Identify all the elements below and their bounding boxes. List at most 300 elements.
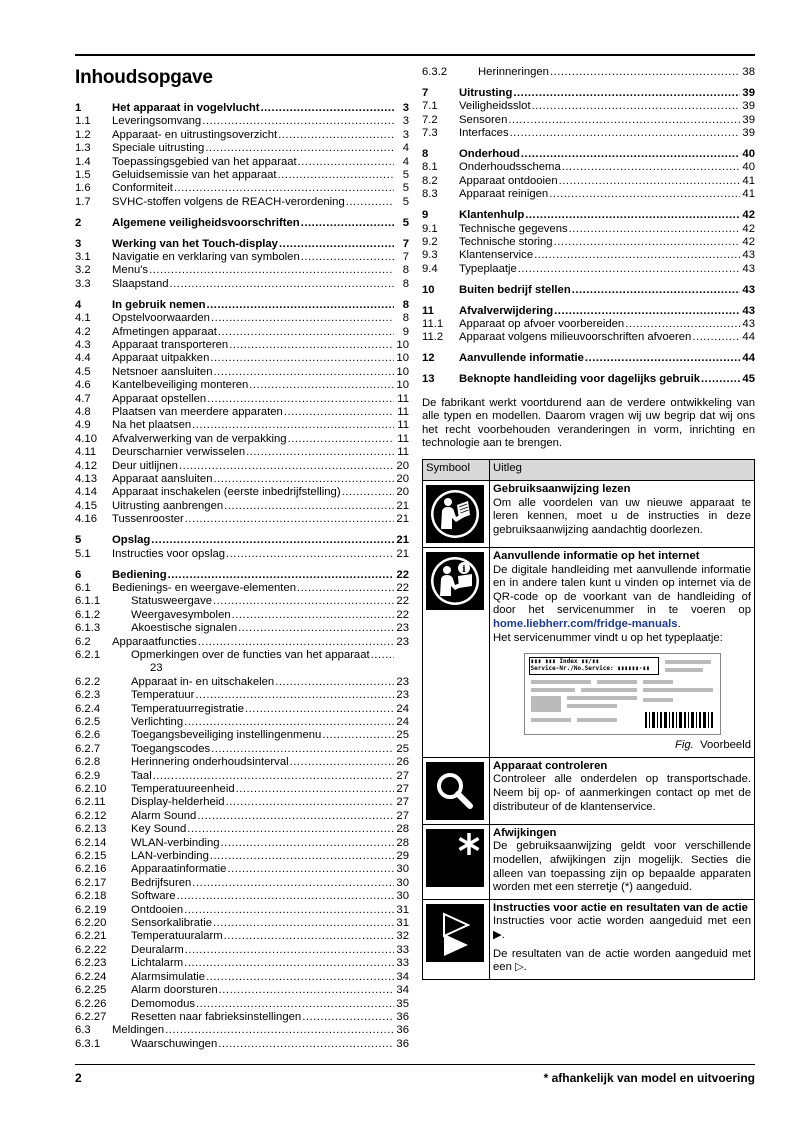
toc-number: 9.2 [422,235,438,248]
toc-page: 11 [397,446,409,459]
toc-row[interactable] [75,743,409,756]
toc-number: 6.2.12 [75,809,107,822]
toc-page: 4 [402,155,409,168]
toc-leader [184,716,394,729]
toc-row[interactable] [75,142,409,155]
toc-leader [165,1024,394,1037]
toc-leader [572,284,740,297]
toc-leader [510,127,740,140]
toc-title: Het apparaat in vogelvlucht [112,102,260,114]
toc-row[interactable] [75,473,409,486]
toc-number: 6.3 [75,1024,91,1037]
toc-row[interactable] [75,930,409,943]
toc-row[interactable] [75,513,409,526]
toc-title: Apparaat ontdooien [459,174,558,187]
toc-title: Apparaat volgens milieuvoorschriften afvoeren [459,331,692,344]
toc-row[interactable] [75,770,409,783]
toc-page: 42 [742,235,755,248]
toc-leader [554,305,740,318]
toc-page: 9 [402,325,409,338]
toc-number: 4.9 [75,419,91,432]
toc-row[interactable] [422,236,755,249]
toc-title: Uitrusting [459,86,513,99]
toc-chapter-row[interactable] [75,217,409,230]
toc-page: 23 [396,675,409,688]
toc-number: 4.5 [75,365,91,378]
toc-leader [179,460,394,473]
toc-page: 23 [396,689,409,702]
toc-row[interactable] [75,636,409,649]
toc-number: 6.2.11 [75,796,106,809]
toc-row[interactable] [75,944,409,957]
toc-title: SVHC-stoffen volgens de REACH-verordening [112,195,345,208]
toc-row[interactable] [75,169,409,182]
toc-page: 11 [397,432,409,445]
toc-page: 27 [396,809,409,822]
toc-number: 6.2.25 [75,984,107,997]
toc-page: 42 [742,209,755,222]
toc-row[interactable] [75,196,409,209]
toc-number: 6.2.16 [75,863,107,876]
toc-title: Resetten naar fabrieksinstellingen [131,1010,302,1023]
toc-row[interactable] [422,249,755,262]
toc-page: 34 [396,970,409,983]
toc-page: 11 [397,392,409,405]
toc-left-column [75,66,409,1051]
toc-page: 5 [402,216,409,229]
toc-title: Afvalverwerking van de verpakking [112,432,287,445]
symbol-row-deviations [423,824,755,899]
toc-row[interactable] [75,783,409,796]
toc-page: 8 [402,312,409,325]
toc-page: 35 [396,997,409,1010]
toc-page: 39 [742,100,755,113]
toc-page: 43 [742,249,755,262]
toc-leader [284,406,394,419]
manuals-link[interactable]: home.liebherr.com/fridge-manuals [493,617,678,630]
toc-row[interactable] [75,595,409,608]
toc-title: Klantenservice [459,249,534,262]
intro-paragraph: De fabrikant werkt voortdurend aan de verdere ontwikkeling van alle typen en modellen. Daarom vragen wij uw begrip dat wij ons het recht voorbehouden veranderingen in vorm, inrichting en technologie aan te brengen. [422,396,755,450]
toc-page: 11 [397,406,409,419]
toc-row[interactable] [422,188,755,201]
toc-chapter-row[interactable] [75,534,409,547]
toc-number: 6.2.27 [75,1010,107,1023]
toc-title: Temperatuurregistratie [131,702,245,715]
toc-title: Afvalverwijdering [459,304,554,317]
toc-leader [246,446,394,459]
toc-page: 27 [396,769,409,782]
toc-leader [151,534,394,547]
toc-page: 7 [402,237,409,250]
toc-row[interactable] [75,419,409,432]
toc-row[interactable] [75,251,409,264]
toc-leader [177,890,394,903]
toc-leader [322,729,394,742]
top-rule [75,54,755,56]
toc-page: 20 [396,486,409,499]
toc-number: 1.5 [75,169,91,182]
toc-row[interactable] [75,500,409,513]
toc-number: 4.2 [75,325,91,338]
toc-title: In gebruik nemen [112,298,206,311]
toc-chapter-row[interactable] [422,352,755,365]
toc-title: Meldingen [112,1024,165,1037]
toc-row[interactable] [75,156,409,169]
toc-page: 10 [396,339,409,351]
toc-page: 43 [742,318,755,330]
toc-chapter-row[interactable] [422,284,755,297]
symbol-text-2: De resultaten van de actie worden aangeduid met een ▷. [493,947,751,974]
toc-row[interactable] [75,622,409,635]
symbol-text: De gebruiksaanwijzing geldt voor verschillende modellen, afwijkingen zijn mogelijk. Secties die alleen van toepassing zijn op bepaalde apparaten worden met een sterretje (*) aangeduid. [493,840,751,894]
toc-number: 6.2.10 [75,783,107,795]
toc-title: Apparaat- en uitrustingsoverzicht [112,128,278,141]
toc-row[interactable] [75,326,409,339]
toc-title: Bedrijfsuren [131,876,192,889]
toc-number: 4 [75,298,82,311]
toc-row[interactable] [75,649,409,662]
toc-leader [213,595,394,608]
toc-number: 6.3.1 [75,1037,101,1050]
toc-page: 38 [742,66,755,78]
toc-number: 4.16 [75,513,97,526]
toc-number: 4.10 [75,432,97,445]
toc-chapter-row[interactable] [75,102,409,115]
toc-row[interactable] [75,863,409,876]
toc-page: 39 [742,127,755,140]
toc-row[interactable] [75,877,409,890]
toc-leader [197,810,394,823]
toc-leader [290,756,394,769]
toc-number: 6.2.7 [75,742,101,755]
toc-row[interactable] [422,66,755,79]
toc-leader [534,249,740,262]
toc-row[interactable] [75,810,409,823]
toc-title: Verlichting [131,715,184,728]
toc-row[interactable] [75,984,409,997]
toc-leader [214,473,395,486]
toc-page: 36 [396,1024,409,1037]
toc-page: 10 [396,352,409,365]
toc-title: Apparaat inschakelen (eerste inbedrijfstelling) [112,486,341,499]
toc-row[interactable] [422,114,755,127]
toc-number: 6.2.3 [75,689,101,702]
toc-title: Herinnering onderhoudsinterval [131,756,289,769]
toc-page: 25 [396,742,409,755]
toc-title: Sensorkalibratie [131,917,213,930]
toc-leader [153,770,394,783]
toc-leader [275,676,394,689]
toc-page: 30 [396,876,409,889]
toc-title: Technische gegevens [459,222,568,235]
toc-leader [569,223,740,236]
toc-row[interactable] [75,460,409,473]
toc-page: 10 [396,379,409,392]
toc-row[interactable] [422,263,755,276]
symbol-row-online-info [423,548,755,758]
toc-page: 33 [396,957,409,970]
toc-row[interactable] [75,264,409,277]
toc-row[interactable] [422,331,755,344]
toc-page: 28 [396,823,409,836]
symbol-title: Aanvullende informatie op het internet [493,550,700,562]
toc-page: 20 [396,473,409,486]
toc-title: Temperatuureenheid [131,783,235,795]
toc-page: 44 [742,331,755,344]
toc-title: Apparaat aansluiten [112,473,213,486]
toc-leader [298,156,394,169]
toc-page: 22 [396,608,409,621]
toc-row[interactable] [75,1038,409,1051]
toc-row[interactable] [75,917,409,930]
toc-leader [187,823,394,836]
symbol-text: Controleer alle onderdelen op transportschade. Neem bij op- of aanmerkingen contact op met de distributeur of de klantenservice. [493,773,751,813]
symbol-title: Instructies voor actie en resultaten van de actie [493,901,748,914]
toc-leader [585,352,740,365]
toc-leader [196,998,394,1011]
toc-row[interactable] [75,890,409,903]
page-title: Inhoudsopgave [75,67,213,88]
toc-page: 43 [742,304,755,317]
toc-number: 2 [75,216,82,229]
toc-chapter-row[interactable] [75,569,409,582]
toc-title: Beknopte handleiding voor dagelijks gebruik [459,373,701,386]
toc-title: Klantenhulp [459,209,525,222]
toc-number: 7.1 [422,100,438,113]
toc-row[interactable] [75,278,409,291]
toc-title: Onderhoudsschema [459,161,561,174]
toc-title: Na het plaatsen [112,419,192,432]
toc-number: 6.2 [75,635,91,648]
toc-page: 25 [396,729,409,742]
toc-page: 3 [402,128,409,141]
toc-leader [227,863,394,876]
toc-number: 1.1 [75,115,91,128]
toc-row[interactable] [75,182,409,195]
toc-page: 39 [742,86,755,99]
toc-number: 6.2.22 [75,943,107,956]
toc-row[interactable] [75,850,409,863]
toc-row[interactable] [75,582,409,595]
toc-row[interactable] [75,339,409,352]
toc-page: 22 [396,568,409,581]
toc-row[interactable] [422,223,755,236]
toc-row[interactable] [75,129,409,142]
toc-leader [238,622,394,635]
toc-title: Tussenrooster [112,513,184,526]
toc-page: 11 [397,419,409,432]
toc-row[interactable] [75,433,409,446]
toc-row[interactable] [422,127,755,140]
toc-number: 12 [422,352,435,365]
toc-chapter-row[interactable] [75,238,409,251]
toc-row[interactable] [75,1011,409,1024]
toc-title: Deur uitlijnen [112,459,178,472]
toc-leader [207,393,394,406]
toc-row[interactable] [75,904,409,917]
toc-title: Alarmsimulatie [131,970,206,983]
toc-number: 4.6 [75,379,91,392]
toc-title: Toepassingsgebied van het apparaat [112,155,297,168]
toc-chapter-row[interactable] [422,305,755,318]
toc-title: Afmetingen apparaat [112,325,217,338]
toc-row[interactable] [75,716,409,729]
toc-title: Akoestische signalen [131,622,238,635]
toc-title: Netsnoer aansluiten [112,365,213,378]
symbol-text: Instructies voor actie worden aangeduid met een ▶. [493,915,751,941]
toc-chapter-row[interactable] [75,299,409,312]
toc-number: 6.2.2 [75,675,101,688]
toc-number: 4.14 [75,486,97,499]
toc-chapter-row[interactable] [422,209,755,222]
toc-number: 6.2.15 [75,850,107,863]
toc-number: 4.8 [75,406,91,419]
toc-page: 4 [402,142,409,155]
toc-row[interactable] [75,312,409,325]
toc-row[interactable] [75,115,409,128]
toc-row[interactable] [75,352,409,365]
toc-leader [202,115,394,128]
toc-page: 22 [396,581,409,594]
toc-page: 24 [396,715,409,728]
toc-title: Key Sound [131,823,187,836]
toc-page: 43 [742,283,755,296]
toc-row[interactable] [75,676,409,689]
toc-page: 31 [396,917,409,930]
toc-leader [302,1011,394,1024]
toc-title: Interfaces [459,127,509,140]
bottom-rule [75,1064,755,1065]
toc-row[interactable] [75,406,409,419]
toc-row[interactable] [75,823,409,836]
toc-page: 31 [396,903,409,916]
toc-page: 23 [396,635,409,648]
toc-row[interactable] [75,756,409,769]
toc-row[interactable] [75,446,409,459]
toc-row[interactable] [75,548,409,561]
toc-row[interactable] [75,609,409,622]
toc-title: Ontdooien [131,903,184,916]
toc-page: 30 [396,890,409,903]
action-triangles-icon [426,904,484,962]
toc-leader [288,433,394,446]
toc-chapter-row[interactable] [422,87,755,100]
toc-page: 30 [396,863,409,876]
toc-page: 21 [396,499,409,512]
toc-row[interactable] [75,971,409,984]
toc-number: 8.3 [422,188,438,201]
toc-number: 13 [422,373,435,386]
toc-leader [185,513,394,526]
toc-page: 20 [396,459,409,472]
toc-title: Kantelbeveiliging monteren [112,379,249,392]
toc-title: Apparaat opstellen [112,392,207,405]
toc-row[interactable] [75,393,409,406]
toc-number: 6.2.8 [75,756,101,769]
toc-row[interactable] [75,998,409,1011]
toc-row[interactable] [75,689,409,702]
toc-title: Apparaat reinigen [459,188,549,201]
toc-row[interactable] [422,161,755,174]
toc-row[interactable] [75,379,409,392]
toc-leader [211,312,394,325]
magnifier-icon [426,762,484,820]
toc-row[interactable] [422,318,755,331]
toc-number: 6.2.23 [75,957,107,970]
toc-title: Menu's [112,264,149,277]
symbol-text-2: Het servicenummer vindt u op het typeplaatje: [493,631,723,644]
toc-page: 23 [396,622,409,635]
toc-leader [559,175,740,188]
toc-leader [371,649,394,662]
toc-row[interactable] [422,100,755,113]
toc-leader [226,796,394,809]
toc-leader [549,188,740,201]
toc-row[interactable] [75,366,409,379]
toc-row[interactable] [75,957,409,970]
toc-title: Software [131,890,176,903]
toc-number: 9.3 [422,249,438,262]
toc-leader [278,129,394,142]
toc-title: Conformiteit [112,182,173,195]
toc-title: Buiten bedrijf stellen [459,283,571,296]
toc-page: 21 [396,547,409,560]
toc-number: 6.3.2 [422,66,448,78]
toc-page-continued: 23 [150,662,163,675]
toc-leader [170,278,394,291]
toc-title: Navigatie en verklaring van symbolen [112,251,300,264]
toc-row[interactable] [75,729,409,742]
toc-page: 36 [396,1037,409,1050]
toc-title: Apparaat uitpakken [112,352,210,365]
toc-title: Waarschuwingen [131,1037,218,1050]
toc-row[interactable] [75,837,409,850]
symbol-title: Gebruiksaanwijzing lezen [493,483,631,495]
toc-page: 8 [402,298,409,311]
toc-row[interactable] [75,486,409,499]
toc-title: Typeplaatje [459,262,517,275]
toc-title: Demomodus [131,997,196,1010]
toc-number: 6.1 [75,581,91,594]
toc-page: 40 [742,148,755,161]
toc-title: Apparaat op afvoer voorbereiden [459,318,625,330]
toc-chapter-row[interactable] [422,373,755,386]
toc-leader [692,331,740,344]
toc-chapter-row[interactable] [422,148,755,161]
toc-number: 6.2.4 [75,702,101,715]
toc-leader [210,352,394,365]
online-info-icon [426,552,484,610]
toc-number: 11 [422,304,434,317]
toc-leader [562,161,740,174]
toc-page: 21 [396,513,409,526]
toc-leader [174,182,394,195]
toc-row[interactable] [422,175,755,188]
toc-row[interactable] [75,1024,409,1037]
toc-title: Apparaatfuncties [112,635,197,648]
toc-row[interactable] [75,703,409,716]
toc-page: 36 [396,1010,409,1023]
toc-leader [192,419,394,432]
toc-page: 45 [742,373,755,386]
toc-row[interactable] [75,796,409,809]
toc-number: 6.2.1 [75,648,101,661]
toc-leader [218,326,394,339]
toc-number: 11.2 [422,331,444,344]
toc-number: 6.2.21 [75,930,107,943]
toc-leader [279,238,394,251]
